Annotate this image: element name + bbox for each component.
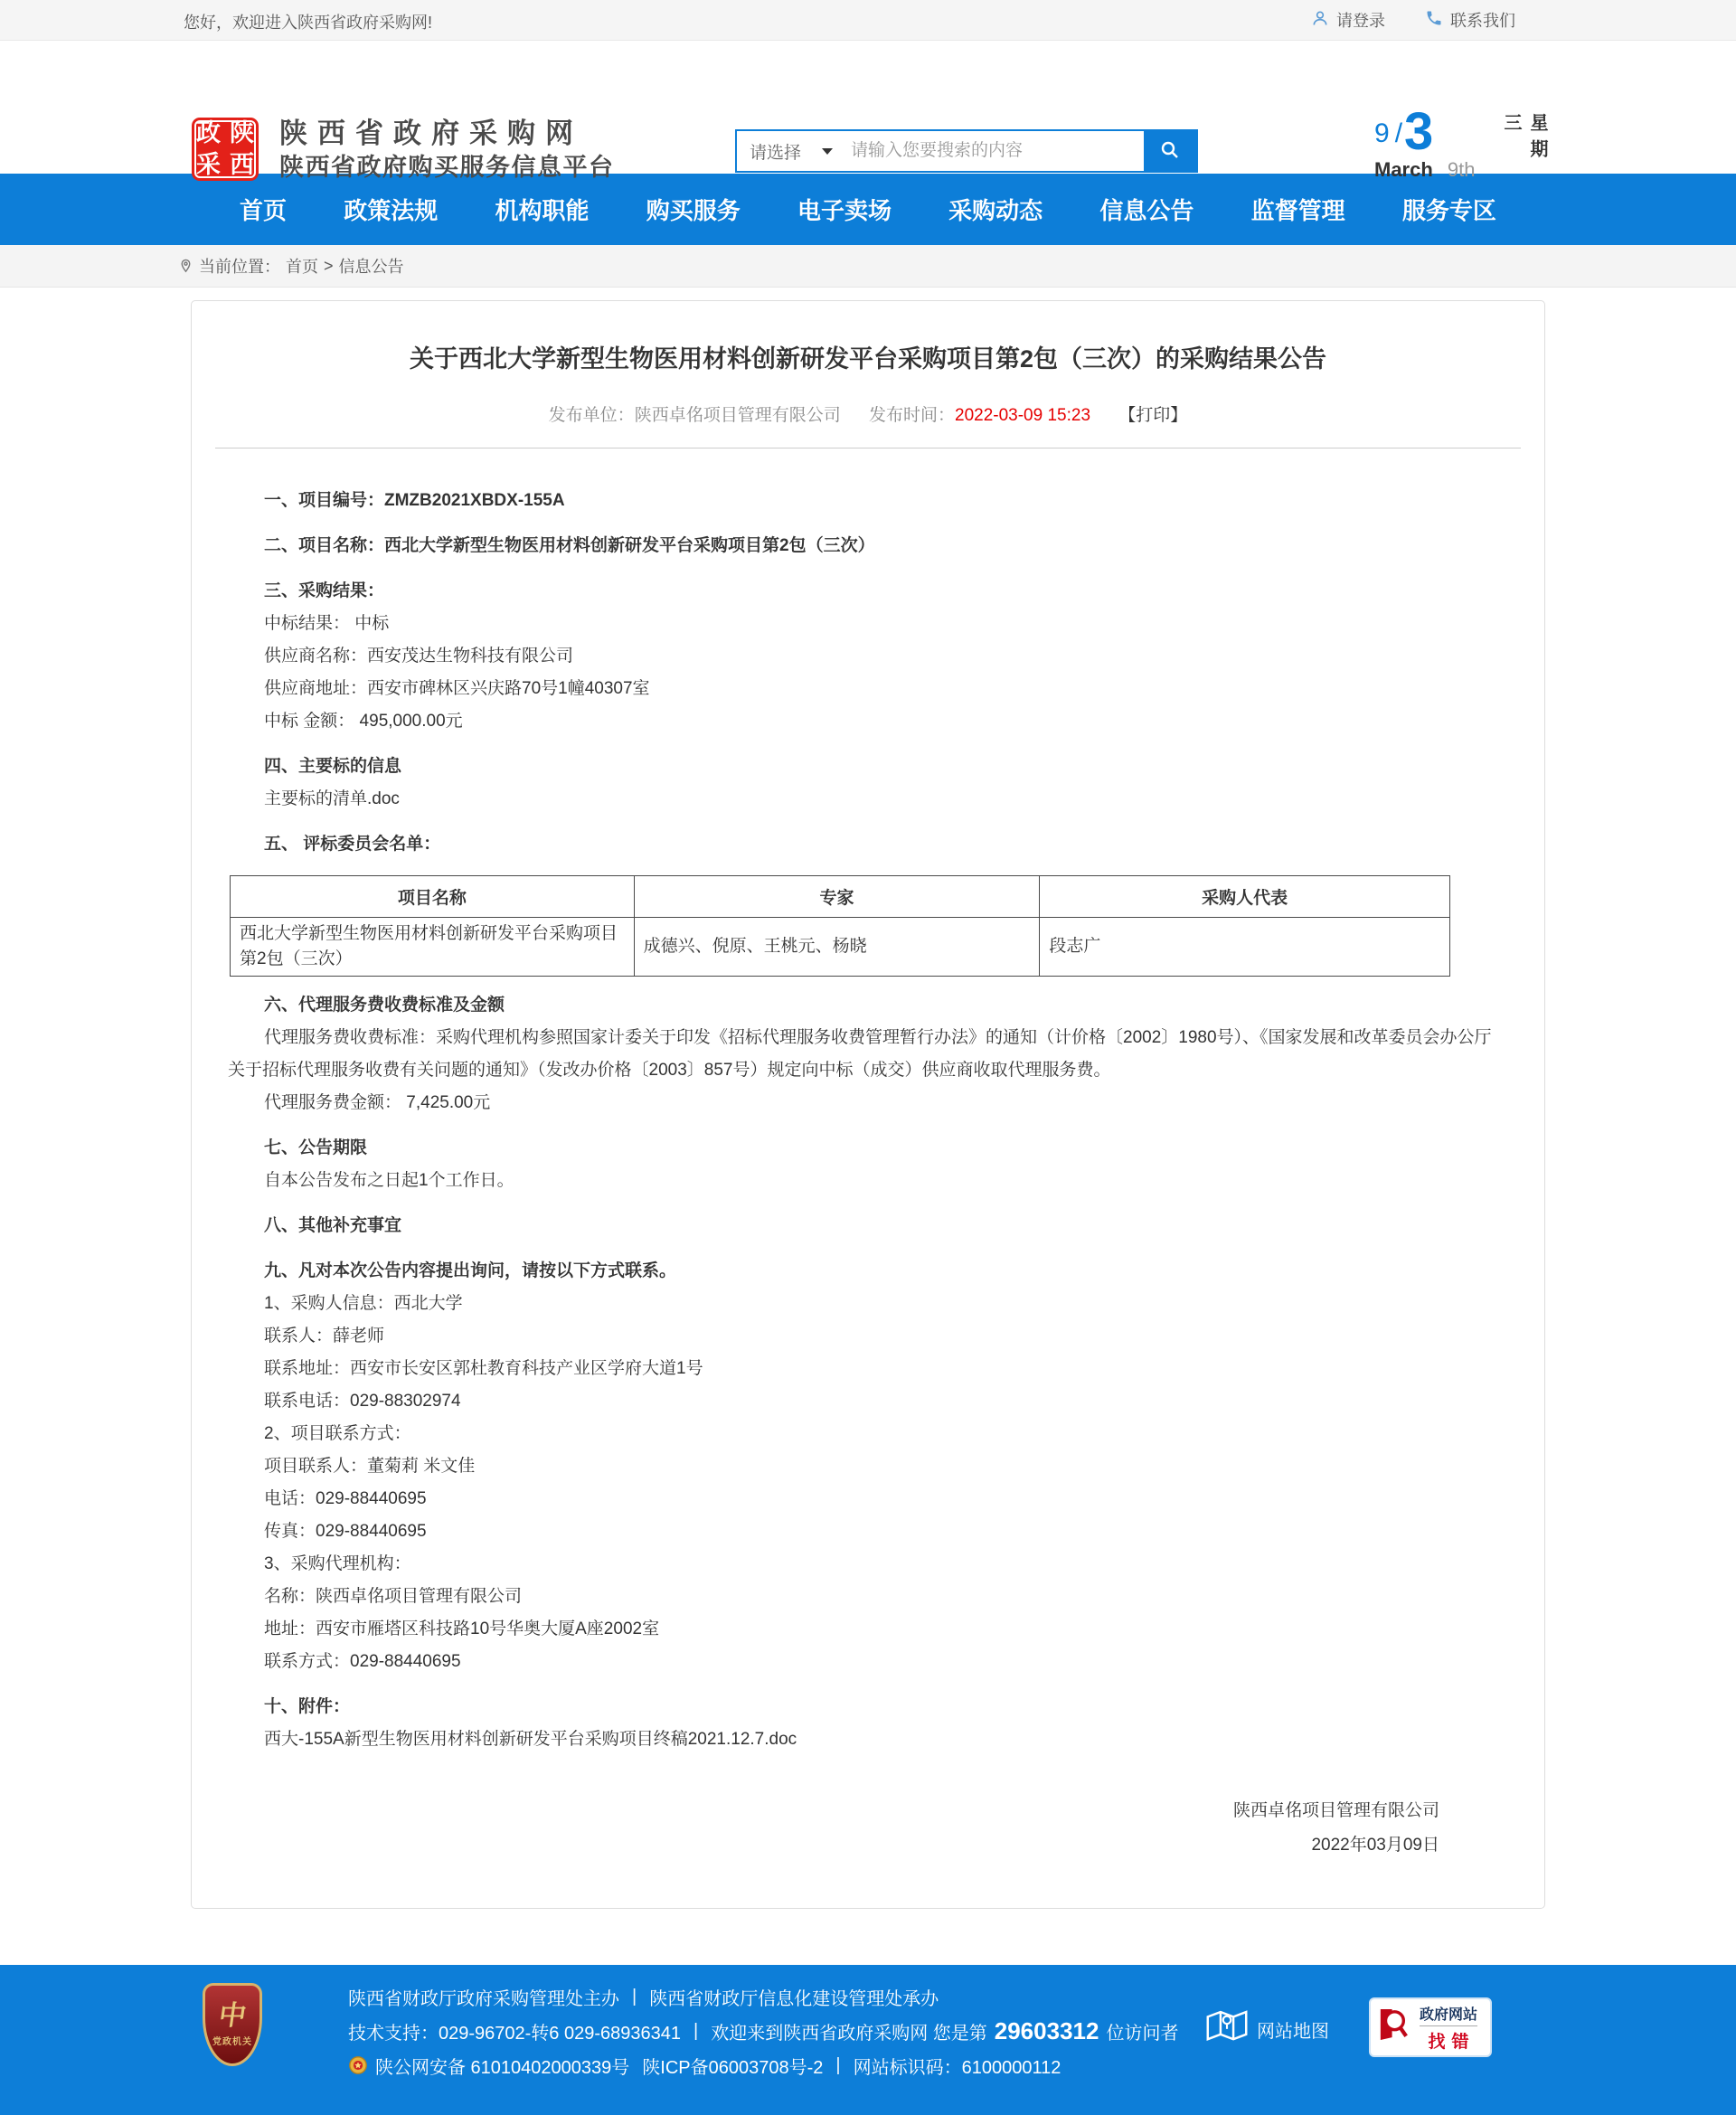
col-header-experts: 专家 xyxy=(634,876,1040,918)
col-header-purchaser-rep: 采购人代表 xyxy=(1040,876,1450,918)
breadcrumb-home[interactable]: 首页 xyxy=(286,258,318,276)
site-subtitle: 陕西省政府购买服务信息平台 xyxy=(279,154,615,181)
chevron-down-icon xyxy=(822,148,833,155)
footer-divider: | xyxy=(632,1986,637,2006)
welcome-text: 您好，欢迎进入陕西省政府采购网! xyxy=(184,14,432,32)
error-report-line2: 找错 xyxy=(1428,2032,1476,2052)
project-phone-line: 电话：029-88440695 xyxy=(264,1489,427,1508)
nav-item-purchase-service[interactable]: 购买服务 xyxy=(646,197,741,224)
publisher-label: 发布单位： xyxy=(548,406,635,425)
party-government-shield-badge xyxy=(203,1983,262,2066)
article-title: 关于西北大学新型生物医用材料创新研发平台采购项目第2包（三次）的采购结果公告 xyxy=(409,345,1326,373)
gov-site-error-report-badge[interactable] xyxy=(1369,1997,1492,2057)
article-body xyxy=(192,448,1544,1863)
nav-item-emall[interactable]: 电子卖场 xyxy=(797,197,892,224)
nav-item-functions[interactable]: 机构职能 xyxy=(495,197,590,224)
logo-char: 政 xyxy=(196,119,221,146)
search-button[interactable] xyxy=(1144,131,1196,171)
table-row xyxy=(231,918,1450,977)
user-icon xyxy=(1311,9,1329,32)
attachment-doc-link[interactable]: 西大-155A新型生物医用材料创新研发平台采购项目终稿2021.12.7.doc xyxy=(264,1730,797,1749)
site-title: 陕西省政府采购网 xyxy=(279,118,583,149)
publish-time-label: 发布时间： xyxy=(868,406,955,425)
topbar-actions xyxy=(1311,8,1515,32)
date-slash: / xyxy=(1394,118,1403,148)
nav-item-home[interactable]: 首页 xyxy=(240,197,288,224)
agency-heading-line: 3、采购代理机构： xyxy=(264,1554,411,1573)
error-report-line1: 政府网站 xyxy=(1420,2003,1477,2026)
evaluation-committee-table xyxy=(230,875,1450,977)
breadcrumb-prefix: 当前位置： xyxy=(199,258,280,276)
police-registration-number[interactable]: 陕公网安备 61010402000339号 xyxy=(375,2057,630,2078)
supplier-name-line: 供应商名称：西安茂达生物科技有限公司 xyxy=(264,647,574,666)
sitemap-link[interactable] xyxy=(1206,2008,1329,2050)
agency-phone-line: 联系方式：029-88440695 xyxy=(264,1652,461,1671)
section-2-heading: 二、项目名称：西北大学新型生物医用材料创新研发平台采购项目第2包（三次） xyxy=(264,536,875,555)
contact-address-line: 联系地址：西安市长安区郭杜教育科技产业区学府大道1号 xyxy=(264,1359,703,1378)
section-10-heading: 十、附件： xyxy=(264,1697,351,1716)
search-select-label: 请选择 xyxy=(750,143,802,163)
footer-organizer: 陕西省财政厅政府采购管理处主办 xyxy=(348,1988,619,2009)
site-titles xyxy=(279,118,615,181)
cell-experts: 成德兴、倪原、王桃元、杨晓 xyxy=(634,918,1040,977)
section-6-heading: 六、代理服务费收费标准及金额 xyxy=(264,996,505,1015)
search-bar xyxy=(735,129,1198,173)
agency-address-line: 地址：西安市雁塔区科技路10号华奥大厦A座2002室 xyxy=(264,1619,660,1638)
date-day-ordinal: 9th xyxy=(1447,158,1476,181)
section-8-heading: 八、其他补充事宜 xyxy=(264,1216,402,1235)
main-subject-doc-link[interactable]: 主要标的清单.doc xyxy=(264,789,400,808)
article-card xyxy=(191,300,1545,1909)
date-widget xyxy=(1374,102,1476,182)
footer-visitor-prefix: 欢迎来到陕西省政府采购网 您是第 xyxy=(711,2023,987,2044)
footer-visitor-suffix: 位访问者 xyxy=(1106,2023,1179,2044)
project-fax-line: 传真：029-88440695 xyxy=(264,1522,427,1541)
announcement-period-line: 自本公告发布之日起1个工作日。 xyxy=(264,1171,514,1190)
date-text xyxy=(1374,158,1476,182)
site-logo[interactable] xyxy=(192,118,259,181)
date-month-number: 9 xyxy=(1374,118,1390,148)
cell-purchaser-rep: 段志广 xyxy=(1040,918,1450,977)
bid-amount-line: 中标 金额： 495,000.00元 xyxy=(264,712,463,731)
top-utility-bar xyxy=(0,0,1736,41)
search-input[interactable] xyxy=(844,131,1144,171)
agency-fee-amount-line: 代理服务费金额： 7,425.00元 xyxy=(264,1093,491,1112)
breadcrumb-current: 信息公告 xyxy=(338,258,404,276)
article-meta xyxy=(192,401,1544,426)
nav-item-supervision[interactable]: 监督管理 xyxy=(1250,197,1345,224)
phone-icon xyxy=(1425,9,1443,32)
site-footer xyxy=(0,1965,1736,2115)
section-5-heading: 五、 评标委员会名单： xyxy=(264,835,441,854)
breadcrumb-separator: > xyxy=(324,256,334,275)
section-3-heading: 三、采购结果： xyxy=(264,581,385,600)
bid-result-line: 中标结果： 中标 xyxy=(264,614,390,633)
shield-emblem-glyph: 中 xyxy=(216,2000,249,2031)
login-link[interactable] xyxy=(1311,8,1385,32)
date-weekday: 星期三 xyxy=(1501,113,1547,165)
footer-line-1 xyxy=(348,1979,1178,2014)
footer-text-block xyxy=(348,1979,1178,2082)
date-numeric xyxy=(1374,102,1476,161)
date-month-name: March xyxy=(1374,158,1433,181)
nav-item-policy[interactable]: 政策法规 xyxy=(344,197,439,224)
search-category-select[interactable] xyxy=(737,131,844,171)
search-icon xyxy=(1159,139,1181,164)
footer-tech-support: 技术支持：029-96702-转6 029-68936341 xyxy=(348,2023,681,2044)
main-nav xyxy=(0,174,1736,245)
footer-divider: | xyxy=(835,2054,841,2075)
shield-label: 党政机关 xyxy=(212,2036,252,2047)
nav-item-service-zone[interactable]: 服务专区 xyxy=(1401,197,1496,224)
site-header xyxy=(0,41,1736,181)
contact-person-line: 联系人：薛老师 xyxy=(264,1327,385,1345)
logo-char: 采 xyxy=(196,151,221,178)
visitor-count: 29603312 xyxy=(994,2016,1099,2044)
print-button[interactable]: 【打印】 xyxy=(1118,406,1188,425)
breadcrumb xyxy=(0,245,1736,288)
contact-link[interactable] xyxy=(1425,8,1515,32)
cell-project-name: 西北大学新型生物医用材料创新研发平台采购项目第2包（三次） xyxy=(231,918,635,977)
sitemap-label: 网站地图 xyxy=(1257,2021,1329,2042)
table-header-row xyxy=(231,876,1450,918)
footer-line-3 xyxy=(348,2048,1178,2082)
section-9-heading: 九、凡对本次公告内容提出询问，请按以下方式联系。 xyxy=(264,1261,677,1280)
agency-name-line: 名称：陕西卓佲项目管理有限公司 xyxy=(264,1587,523,1606)
sitemap-map-icon xyxy=(1206,2008,1248,2050)
contact-label: 联系我们 xyxy=(1450,12,1515,30)
error-report-magnifier-icon xyxy=(1378,2006,1409,2048)
project-contact-person-line: 项目联系人：董菊莉 米文佳 xyxy=(264,1457,476,1476)
section-7-heading: 七、公告期限 xyxy=(264,1138,368,1157)
location-pin-icon xyxy=(178,259,193,274)
date-day-number: 3 xyxy=(1404,102,1434,161)
login-label: 请登录 xyxy=(1336,12,1385,30)
police-registration-icon xyxy=(348,2055,368,2075)
site-identifier-code: 网站标识码：6100000112 xyxy=(853,2057,1061,2078)
logo-char: 陕 xyxy=(230,119,254,146)
agency-fee-standard-paragraph: 代理服务费收费标准：采购代理机构参照国家计委关于印发《招标代理服务收费管理暂行办法》的通知（计价格〔2002〕1980号）、《国家发展和改革委员会办公厅关于招标代理服务收费有关问题的通知》（发改办价格〔2003〕857号）规定向中标（成交）供应商收取代理服务费。 xyxy=(228,1028,1492,1080)
footer-divider: | xyxy=(693,2020,699,2041)
signature-company: 陕西卓佲项目管理有限公司 xyxy=(1232,1801,1439,1820)
footer-line-2 xyxy=(348,2014,1178,2048)
icp-number[interactable]: 陕ICP备06003708号-2 xyxy=(642,2057,824,2078)
nav-item-announcements[interactable]: 信息公告 xyxy=(1099,197,1194,224)
logo-char: 西 xyxy=(230,151,254,178)
publisher-value: 陕西卓佲项目管理有限公司 xyxy=(634,406,841,425)
section-4-heading: 四、主要标的信息 xyxy=(264,757,402,776)
publish-time-value: 2022-03-09 15:23 xyxy=(955,406,1091,425)
nav-item-procurement-news[interactable]: 采购动态 xyxy=(948,197,1043,224)
purchaser-info-line: 1、采购人信息：西北大学 xyxy=(264,1294,463,1313)
error-report-text xyxy=(1414,2003,1483,2053)
signature-block xyxy=(228,1794,1508,1863)
contact-phone-line: 联系电话：029-88302974 xyxy=(264,1392,461,1411)
project-contact-heading-line: 2、项目联系方式： xyxy=(264,1424,411,1443)
section-1-heading: 一、项目编号：ZMZB2021XBDX-155A xyxy=(264,491,565,510)
col-header-project-name: 项目名称 xyxy=(231,876,635,918)
signature-date: 2022年03月09日 xyxy=(1311,1836,1439,1855)
supplier-address-line: 供应商地址：西安市碑林区兴庆路70号1幢40307室 xyxy=(264,679,650,698)
footer-co-organizer: 陕西省财政厅信息化建设管理处承办 xyxy=(649,1988,939,2009)
